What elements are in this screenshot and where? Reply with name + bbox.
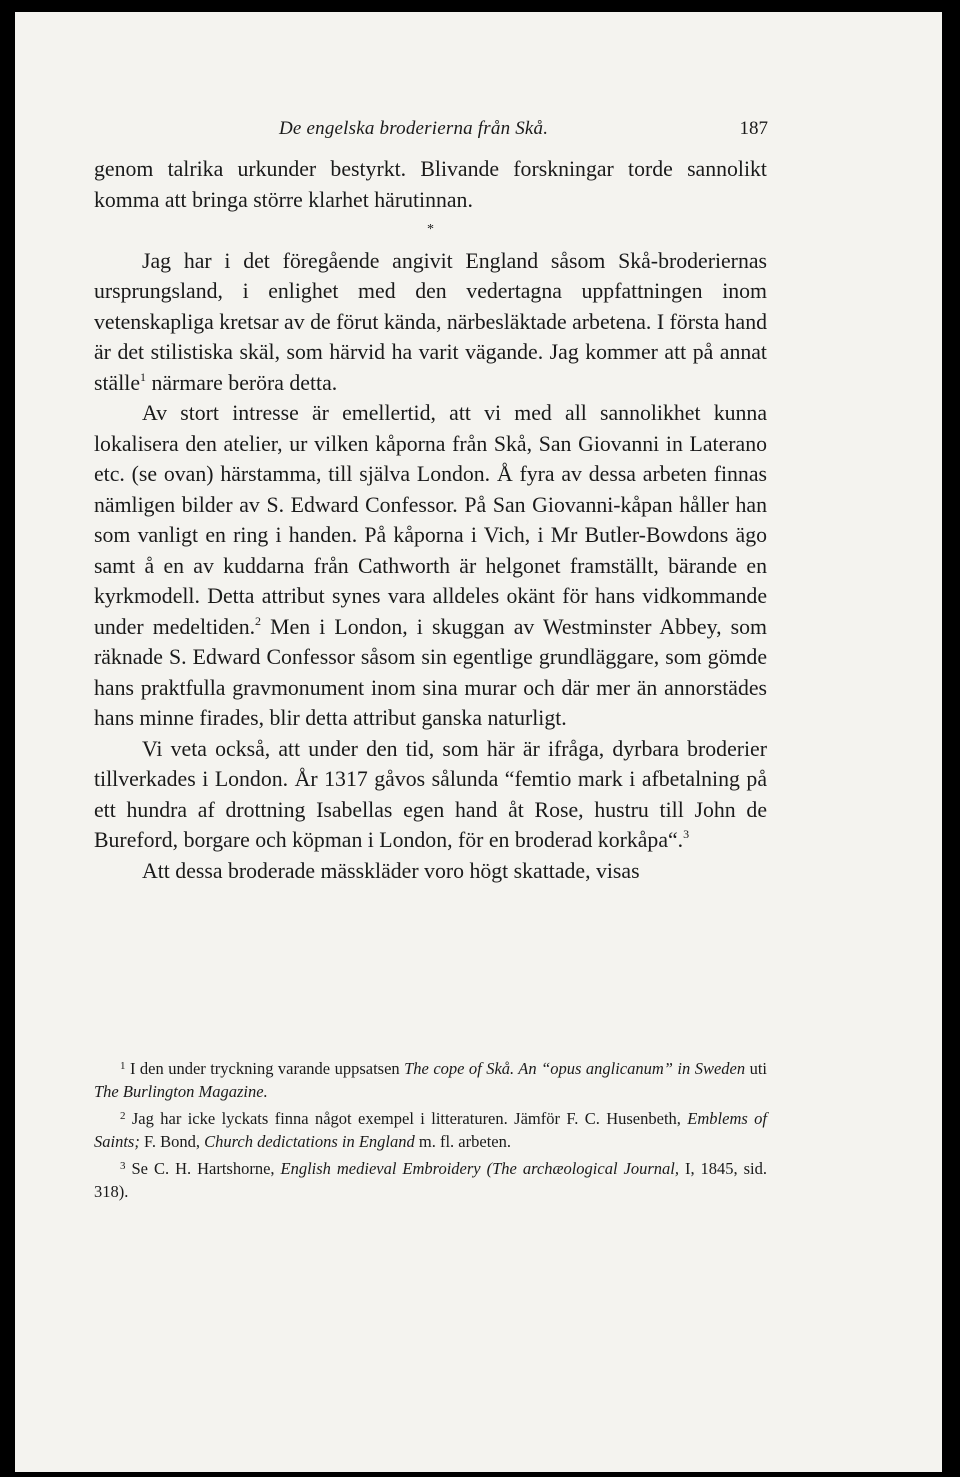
footnote-2: $^2$ Jag har icke lyckats finna något exempel i litteraturen. Jämför F. C. Husenbeth, Emblems of Saints; F. Bond, Church dedictations in England m. fl. arbeten. (94, 1109, 768, 1151)
page-header (94, 118, 770, 148)
paragraph-continued: genom talrika urkunder bestyrkt. Blivande forskningar torde sannolikt komma att bringa större klarhet härutinnan. (94, 157, 767, 212)
book-page (15, 12, 942, 1472)
footnotes (94, 1057, 767, 1207)
paragraph-embroideries-london: Vi veta också, att under den tid, som här är ifråga, dyrbara broderier tillverkades i London. År 1317 gåvos sålunda “femtio mark i afbetalning på ett hundra af drottning Isabellas egen hand åt Rose, hustru till John de Bureford, borgare och köpman i London, för en broderad korkåpa“.$^3$ (94, 736, 767, 852)
footnote-3: $^3$ Se C. H. Hartshorne, English medieval Embroidery (The archæological Journal, I, 1845, sid. 318). (94, 1159, 768, 1201)
running-title: De engelska broderierna från Skå. (279, 118, 549, 139)
body-text (94, 154, 767, 886)
footnote-ref-2: 2 (255, 613, 262, 628)
paragraph-london-atelier: Av stort intresse är emellertid, att vi med all sannolikhet kunna lokalisera den atelier, ur vilken kåporna från Skå, San Giovanni in Laterano etc. (se ovan) härstamma, till själva London. Å fyra av dessa arbeten finnas nämligen bilder av S. Edward Confessor. På San Giovanni-kåpan håller han som vanligt en ring i handen. På kåporna i Vich, i Mr Butler-Bowdons ägo samt å en av kuddarna från Cathworth är helgonet framställt, bärande en kyrkmodell. Detta attribut synes vara alldeles okänt för hans vidkommande under medeltiden.$^2$ Men i London, i skuggan av Westminster Abbey, som räknade S. Edward Confessor såsom sin egentlige grundläggare, som gömde hans praktfulla gravmonument inom sina murar och där mer än annorstädes hans minne firades, blir detta attribut ganska naturligt. (94, 401, 767, 730)
page-number: 187 (739, 118, 768, 139)
section-separator: * (427, 222, 434, 237)
paragraph-final-line: Att dessa broderade mässkläder voro högt skattade, visas (142, 858, 640, 883)
footnote-1: $^1$ I den under tryckning varande uppsatsen The cope of Skå. An “opus anglicanum” in Sweden uti The Burlington Magazine. (94, 1059, 767, 1101)
paragraph-origin: Jag har i det föregående angivit England såsom Skå-broderiernas ursprungsland, i enlighet med den vedertagna uppfattningen inom vetenskapliga kretsar av de förut kända, närbesläktade arbetena. I första hand är det stilistiska skäl, som härvid ha varit vägande. Jag kommer att på annat ställe$^1$ närmare beröra detta. (94, 248, 767, 395)
footnote-ref-3: 3 (683, 827, 690, 841)
footnote-ref-1: 1 (140, 369, 146, 384)
